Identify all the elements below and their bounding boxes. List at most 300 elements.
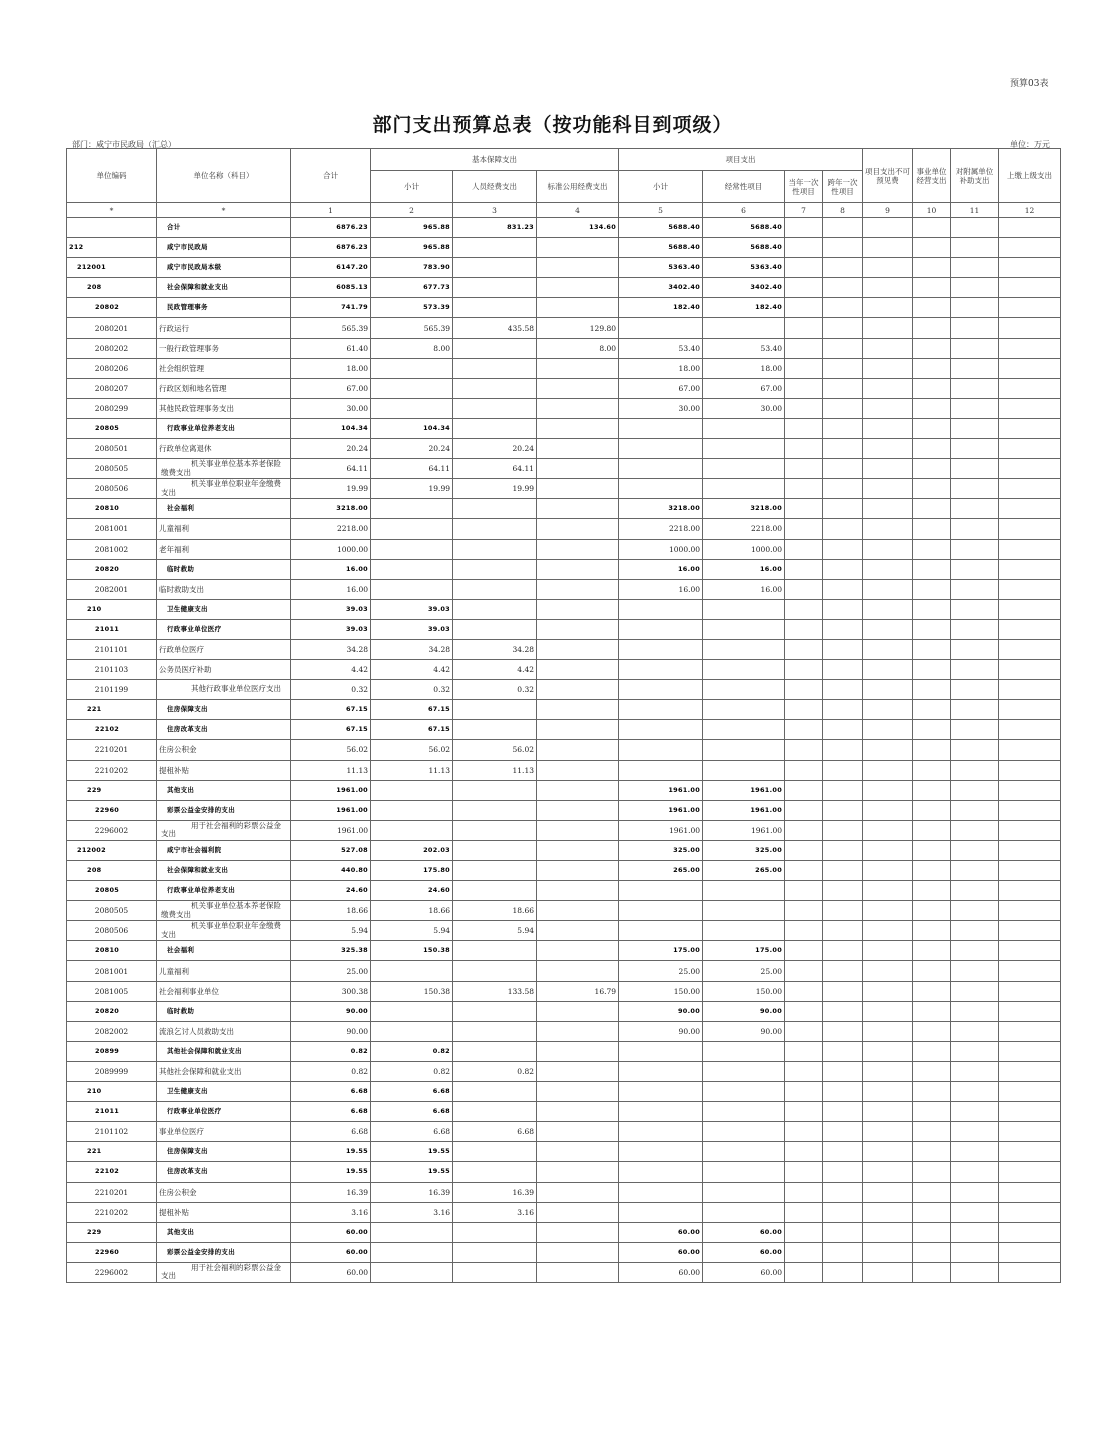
cell-value: 60.00 <box>619 1262 703 1282</box>
table-row <box>67 218 1061 238</box>
cell-value <box>999 579 1061 599</box>
cell-value <box>913 780 951 800</box>
cell-value <box>537 439 619 459</box>
table-row <box>67 318 1061 338</box>
cell-value <box>823 238 863 258</box>
cell-value: 67.15 <box>371 700 453 720</box>
cell-value <box>951 1102 999 1122</box>
cell-code: 2082002 <box>67 1021 157 1041</box>
cell-value <box>951 1222 999 1242</box>
cell-value: 1961.00 <box>291 820 371 840</box>
cell-name: 用于社会福利的彩票公益金支出 <box>157 1262 291 1282</box>
cell-value <box>913 981 951 1001</box>
cell-value <box>453 861 537 881</box>
cell-value: 4.42 <box>291 660 371 680</box>
cell-value <box>951 760 999 780</box>
cell-value <box>823 1001 863 1021</box>
cell-value <box>913 1242 951 1262</box>
cell-value <box>999 941 1061 961</box>
cell-value <box>785 1122 823 1142</box>
cell-value: 4.42 <box>371 660 453 680</box>
cell-value <box>703 700 785 720</box>
cell-value <box>785 418 823 438</box>
cell-name: 事业单位医疗 <box>157 1122 291 1142</box>
cell-value <box>913 881 951 901</box>
cell-value <box>951 238 999 258</box>
cell-value <box>913 1202 951 1222</box>
header-index-cell: 8 <box>823 203 863 218</box>
cell-value <box>863 1102 913 1122</box>
cell-value <box>537 459 619 479</box>
cell-code: 2296002 <box>67 1262 157 1282</box>
cell-value: 60.00 <box>619 1222 703 1242</box>
cell-code: 2080505 <box>67 459 157 479</box>
cell-value <box>823 1102 863 1122</box>
cell-value: 6.68 <box>453 1122 537 1142</box>
cell-value: 56.02 <box>371 740 453 760</box>
cell-value <box>863 459 913 479</box>
cell-value <box>863 961 913 981</box>
cell-value <box>537 1242 619 1262</box>
cell-value <box>951 840 999 860</box>
cell-value: 90.00 <box>291 1001 371 1021</box>
cell-value <box>371 1021 453 1041</box>
cell-value <box>863 579 913 599</box>
cell-value <box>537 760 619 780</box>
cell-value <box>999 1142 1061 1162</box>
cell-value: 60.00 <box>703 1242 785 1262</box>
cell-value <box>951 680 999 700</box>
cell-value <box>453 539 537 559</box>
cell-value <box>951 1041 999 1061</box>
header-basic-group: 基本保障支出 <box>371 149 619 171</box>
cell-name: 机关事业单位基本养老保险缴费支出 <box>157 901 291 921</box>
cell-value <box>785 479 823 499</box>
cell-value <box>913 378 951 398</box>
cell-value <box>913 820 951 840</box>
cell-value: 150.38 <box>371 941 453 961</box>
cell-value <box>785 358 823 378</box>
cell-value <box>823 861 863 881</box>
cell-value <box>999 418 1061 438</box>
cell-value: 150.00 <box>703 981 785 1001</box>
cell-value <box>913 519 951 539</box>
cell-name: 民政管理事务 <box>157 298 291 318</box>
cell-value <box>863 258 913 278</box>
cell-value: 25.00 <box>619 961 703 981</box>
cell-value <box>785 238 823 258</box>
cell-value: 3.16 <box>453 1202 537 1222</box>
cell-value <box>703 660 785 680</box>
cell-value: 16.00 <box>291 579 371 599</box>
cell-value <box>453 700 537 720</box>
header-index-cell: * <box>67 203 157 218</box>
cell-value <box>863 1021 913 1041</box>
cell-value: 0.82 <box>291 1041 371 1061</box>
cell-value <box>951 439 999 459</box>
cell-value: 1961.00 <box>703 780 785 800</box>
cell-value: 67.15 <box>371 720 453 740</box>
cell-code: 2101103 <box>67 660 157 680</box>
header-basic-subtotal: 小计 <box>371 171 453 203</box>
cell-value: 3218.00 <box>703 499 785 519</box>
cell-value <box>537 840 619 860</box>
header-upper: 上缴上级支出 <box>999 149 1061 203</box>
cell-value: 831.23 <box>453 218 537 238</box>
cell-value <box>999 1162 1061 1182</box>
cell-name: 儿童福利 <box>157 519 291 539</box>
cell-value <box>863 740 913 760</box>
cell-value <box>453 398 537 418</box>
cell-value <box>951 418 999 438</box>
cell-value <box>823 1142 863 1162</box>
cell-value <box>823 680 863 700</box>
cell-value <box>823 700 863 720</box>
cell-value <box>999 1061 1061 1081</box>
header-index-cell: 11 <box>951 203 999 218</box>
cell-value <box>619 439 703 459</box>
cell-value <box>619 1102 703 1122</box>
cell-value <box>785 539 823 559</box>
table-row <box>67 338 1061 358</box>
cell-value <box>537 499 619 519</box>
header-index-cell: 5 <box>619 203 703 218</box>
cell-value <box>537 599 619 619</box>
cell-value: 64.11 <box>371 459 453 479</box>
cell-value: 67.15 <box>291 700 371 720</box>
cell-value: 6.68 <box>291 1102 371 1122</box>
cell-value <box>823 740 863 760</box>
cell-value <box>785 1202 823 1222</box>
cell-value <box>703 1061 785 1081</box>
cell-value: 965.88 <box>371 238 453 258</box>
cell-value <box>913 1182 951 1202</box>
cell-value <box>999 1222 1061 1242</box>
cell-value <box>863 901 913 921</box>
cell-value <box>703 318 785 338</box>
cell-value <box>951 539 999 559</box>
cell-value <box>619 700 703 720</box>
cell-value <box>999 639 1061 659</box>
cell-value <box>999 338 1061 358</box>
cell-value <box>371 519 453 539</box>
cell-value <box>371 800 453 820</box>
cell-code: 22102 <box>67 720 157 740</box>
cell-name: 儿童福利 <box>157 961 291 981</box>
header-index-cell: 6 <box>703 203 785 218</box>
cell-value <box>863 1182 913 1202</box>
cell-name: 卫生健康支出 <box>157 1082 291 1102</box>
cell-name: 一般行政管理事务 <box>157 338 291 358</box>
cell-value <box>823 398 863 418</box>
cell-value <box>863 358 913 378</box>
cell-value <box>999 1021 1061 1041</box>
cell-name: 合计 <box>157 218 291 238</box>
cell-value <box>619 639 703 659</box>
cell-value <box>823 298 863 318</box>
cell-value <box>823 1202 863 1222</box>
cell-value <box>785 639 823 659</box>
table-row <box>67 921 1061 941</box>
cell-value <box>823 1222 863 1242</box>
cell-value <box>537 740 619 760</box>
cell-value <box>537 881 619 901</box>
table-row <box>67 1142 1061 1162</box>
cell-value <box>999 660 1061 680</box>
cell-value <box>619 720 703 740</box>
header-index-cell: 7 <box>785 203 823 218</box>
cell-value <box>951 519 999 539</box>
cell-value <box>951 1082 999 1102</box>
cell-value <box>537 961 619 981</box>
cell-value <box>951 298 999 318</box>
cell-value <box>537 1061 619 1081</box>
cell-value <box>703 418 785 438</box>
cell-value <box>951 499 999 519</box>
cell-value <box>913 579 951 599</box>
cell-value: 60.00 <box>619 1242 703 1262</box>
cell-value: 0.32 <box>291 680 371 700</box>
cell-value <box>999 599 1061 619</box>
cell-value <box>951 961 999 981</box>
header-name: 单位名称（科目） <box>157 149 291 203</box>
cell-value <box>823 961 863 981</box>
table-row <box>67 700 1061 720</box>
cell-value <box>999 1102 1061 1122</box>
cell-value <box>537 660 619 680</box>
cell-value <box>951 338 999 358</box>
cell-value <box>823 881 863 901</box>
cell-value <box>785 218 823 238</box>
cell-value <box>913 680 951 700</box>
cell-value <box>785 459 823 479</box>
cell-code: 20820 <box>67 1001 157 1021</box>
cell-value <box>863 921 913 941</box>
cell-value <box>913 1041 951 1061</box>
cell-value <box>703 1142 785 1162</box>
cell-value <box>823 459 863 479</box>
cell-value <box>453 800 537 820</box>
cell-value <box>999 278 1061 298</box>
cell-value <box>371 1222 453 1242</box>
cell-name: 行政事业单位医疗 <box>157 619 291 639</box>
cell-value <box>537 579 619 599</box>
cell-name: 提租补贴 <box>157 1202 291 1222</box>
cell-value <box>999 921 1061 941</box>
table-row <box>67 961 1061 981</box>
cell-code: 21011 <box>67 1102 157 1122</box>
cell-value <box>453 1162 537 1182</box>
cell-value <box>371 820 453 840</box>
cell-value <box>785 941 823 961</box>
cell-value <box>371 499 453 519</box>
cell-name: 住房保障支出 <box>157 1142 291 1162</box>
cell-value <box>823 760 863 780</box>
table-body <box>67 218 1061 1283</box>
cell-value: 5363.40 <box>703 258 785 278</box>
cell-value <box>453 1242 537 1262</box>
cell-value <box>863 398 913 418</box>
cell-code: 20805 <box>67 418 157 438</box>
cell-value <box>951 1021 999 1041</box>
table-row <box>67 941 1061 961</box>
cell-code: 2089999 <box>67 1061 157 1081</box>
cell-value <box>951 378 999 398</box>
cell-code: 20899 <box>67 1041 157 1061</box>
cell-value <box>371 1242 453 1262</box>
cell-value <box>913 479 951 499</box>
table-row <box>67 660 1061 680</box>
cell-value <box>951 981 999 1001</box>
cell-value: 527.08 <box>291 840 371 860</box>
cell-value <box>537 519 619 539</box>
cell-value: 60.00 <box>291 1242 371 1262</box>
cell-value: 90.00 <box>703 1021 785 1041</box>
cell-value <box>951 258 999 278</box>
cell-value <box>823 981 863 1001</box>
cell-value <box>823 278 863 298</box>
cell-value <box>371 358 453 378</box>
cell-value <box>703 921 785 941</box>
header-project-group: 项目支出 <box>619 149 863 171</box>
cell-value: 2218.00 <box>291 519 371 539</box>
table-row <box>67 579 1061 599</box>
cell-value <box>785 861 823 881</box>
cell-value: 1961.00 <box>619 800 703 820</box>
cell-value: 56.02 <box>291 740 371 760</box>
cell-name: 彩票公益金安排的支出 <box>157 800 291 820</box>
cell-value <box>823 539 863 559</box>
cell-value: 56.02 <box>453 740 537 760</box>
cell-code: 2080201 <box>67 318 157 338</box>
cell-name: 社会保障和就业支出 <box>157 861 291 881</box>
cell-value <box>951 1202 999 1222</box>
cell-name: 卫生健康支出 <box>157 599 291 619</box>
cell-value <box>863 981 913 1001</box>
cell-value <box>863 1262 913 1282</box>
cell-name: 公务员医疗补助 <box>157 660 291 680</box>
cell-value: 60.00 <box>291 1262 371 1282</box>
cell-value: 64.11 <box>453 459 537 479</box>
cell-value <box>823 1162 863 1182</box>
cell-value <box>823 1122 863 1142</box>
cell-value <box>785 619 823 639</box>
cell-value <box>823 519 863 539</box>
cell-value: 5688.40 <box>703 218 785 238</box>
table-row <box>67 1262 1061 1282</box>
cell-value <box>913 398 951 418</box>
cell-value: 18.00 <box>703 358 785 378</box>
cell-value <box>703 1041 785 1061</box>
cell-code <box>67 218 157 238</box>
cell-value: 6.68 <box>371 1102 453 1122</box>
table-row <box>67 720 1061 740</box>
header-total: 合计 <box>291 149 371 203</box>
cell-value <box>951 479 999 499</box>
cell-value <box>453 1222 537 1242</box>
cell-value: 2218.00 <box>619 519 703 539</box>
cell-value <box>619 459 703 479</box>
cell-value <box>703 459 785 479</box>
cell-value: 19.55 <box>371 1142 453 1162</box>
cell-value <box>537 258 619 278</box>
cell-value <box>863 700 913 720</box>
cell-value <box>453 358 537 378</box>
header-index-cell: 3 <box>453 203 537 218</box>
cell-value <box>703 1122 785 1142</box>
cell-value <box>863 639 913 659</box>
cell-value: 0.32 <box>453 680 537 700</box>
cell-value <box>537 378 619 398</box>
cell-value <box>913 1061 951 1081</box>
cell-value <box>785 1242 823 1262</box>
cell-value <box>863 499 913 519</box>
cell-value <box>785 579 823 599</box>
cell-value <box>537 780 619 800</box>
cell-value <box>537 1082 619 1102</box>
table-row <box>67 840 1061 860</box>
cell-value <box>863 1041 913 1061</box>
cell-value: 182.40 <box>703 298 785 318</box>
cell-value <box>951 619 999 639</box>
cell-value <box>537 901 619 921</box>
table-row <box>67 398 1061 418</box>
cell-value <box>453 1041 537 1061</box>
cell-value <box>999 439 1061 459</box>
cell-name: 其他支出 <box>157 1222 291 1242</box>
cell-value <box>785 700 823 720</box>
cell-value <box>823 639 863 659</box>
cell-value <box>453 720 537 740</box>
cell-value <box>785 398 823 418</box>
cell-value <box>999 1202 1061 1222</box>
cell-value <box>619 1082 703 1102</box>
cell-value: 5.94 <box>291 921 371 941</box>
cell-value <box>863 298 913 318</box>
cell-value <box>863 559 913 579</box>
cell-value <box>999 318 1061 338</box>
cell-value <box>785 760 823 780</box>
cell-value: 34.28 <box>453 639 537 659</box>
cell-value <box>785 881 823 901</box>
cell-value <box>537 559 619 579</box>
cell-value: 18.66 <box>453 901 537 921</box>
cell-value <box>537 700 619 720</box>
cell-value <box>785 1021 823 1041</box>
cell-value <box>537 619 619 639</box>
cell-code: 2081002 <box>67 539 157 559</box>
cell-value <box>371 1262 453 1282</box>
table-row <box>67 278 1061 298</box>
cell-value <box>619 599 703 619</box>
cell-value <box>951 1262 999 1282</box>
cell-value <box>999 539 1061 559</box>
cell-value <box>913 459 951 479</box>
cell-value: 150.38 <box>371 981 453 1001</box>
cell-value <box>863 539 913 559</box>
cell-value <box>823 1021 863 1041</box>
cell-value <box>999 619 1061 639</box>
cell-value <box>703 1182 785 1202</box>
table-row <box>67 780 1061 800</box>
table-row <box>67 1222 1061 1242</box>
cell-value <box>785 318 823 338</box>
cell-value: 6876.23 <box>291 218 371 238</box>
cell-value <box>913 1102 951 1122</box>
cell-value: 61.40 <box>291 338 371 358</box>
cell-value: 182.40 <box>619 298 703 318</box>
cell-value <box>913 238 951 258</box>
